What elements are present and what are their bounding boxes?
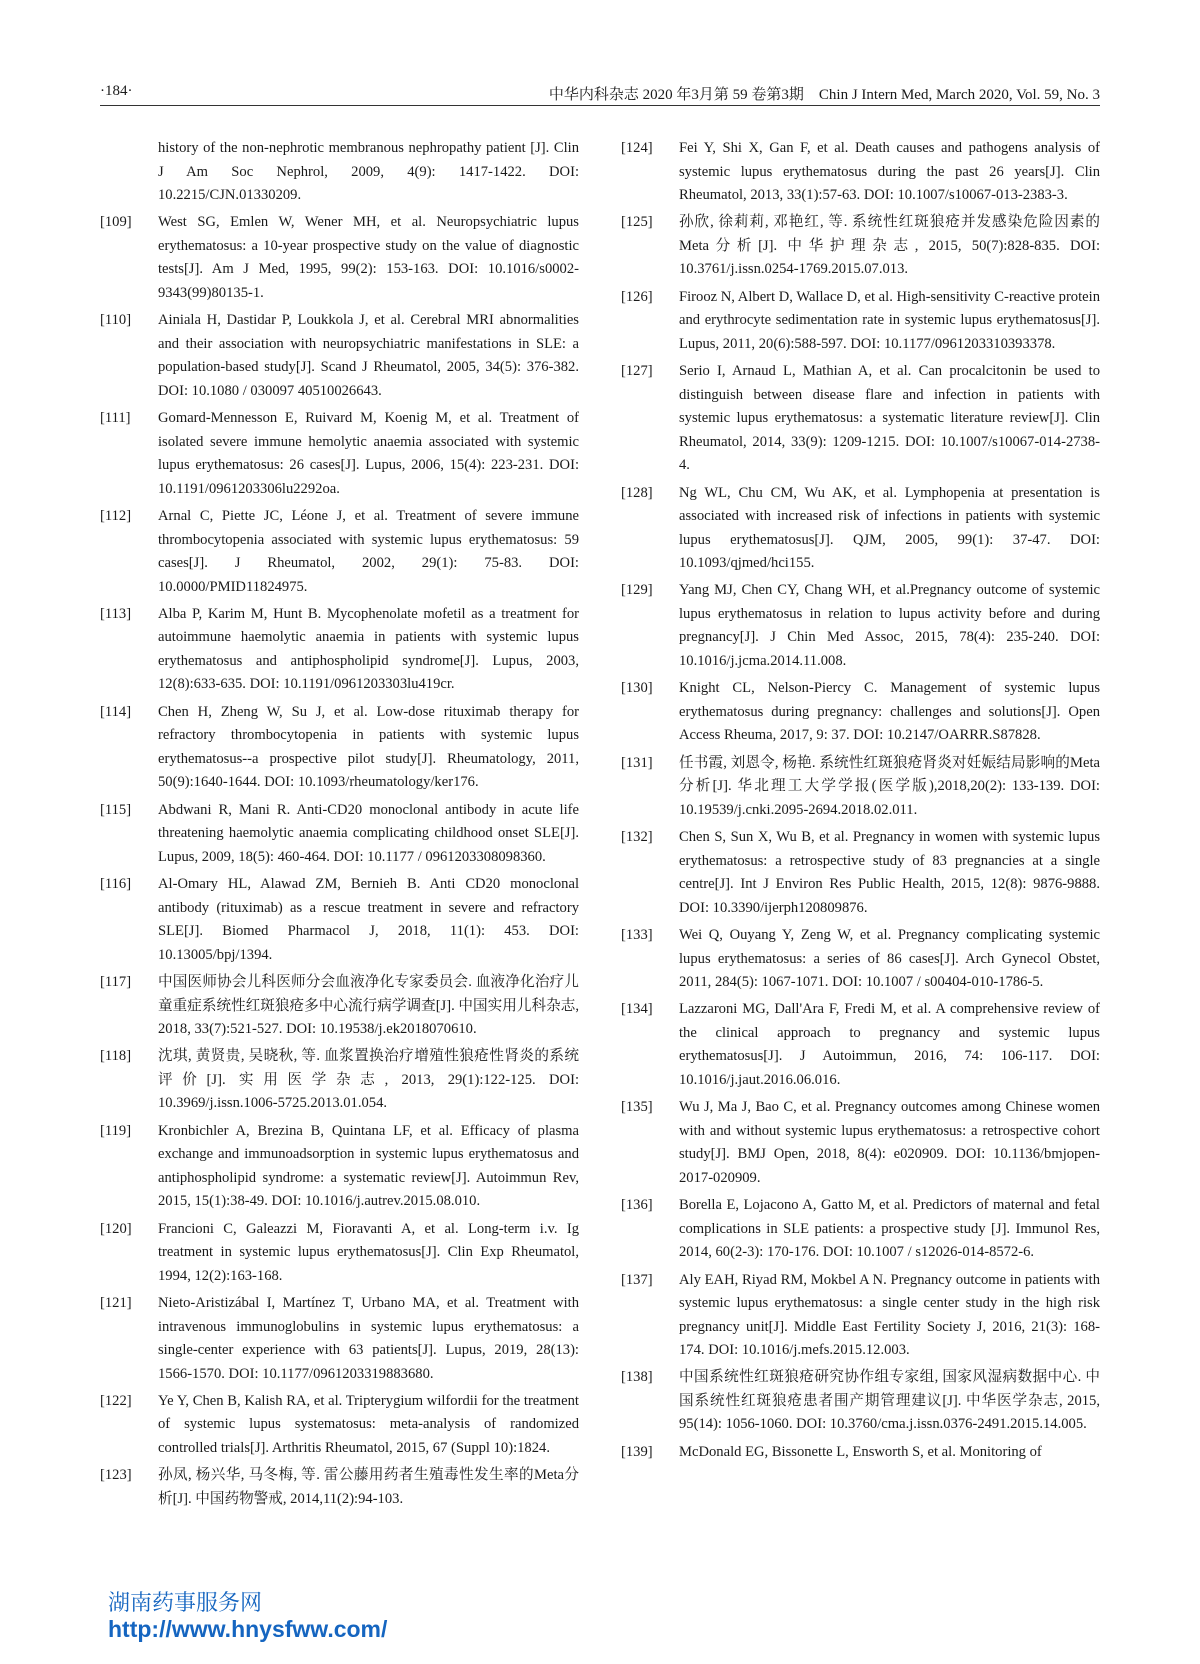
reference-text: 孙凤, 杨兴华, 马冬梅, 等. 雷公藤用药者生殖毒性发生率的Meta分析[J]. 中国药物警戒, 2014,11(2):94-103. [158, 1467, 579, 1507]
reference-text: Alba P, Karim M, Hunt B. Mycophenolate mofetil as a treatment for autoimmune haemolytic anaemia in patients with systemic lupus erythematosus and antiphospholipid syndrome[J]. Lupus, 2003, 12(8):633-635. DOI: 10.1191/0961203303lu419cr. [158, 605, 579, 693]
reference-item [621, 826, 1100, 920]
reference-number: [112] [100, 508, 132, 525]
reference-text: McDonald EG, Bissonette L, Ensworth S, et al. Monitoring of [679, 1443, 1042, 1460]
reference-number: [125] [621, 214, 653, 231]
journal-header: 中华内科杂志 2020 年3月第 59 卷第3期 Chin J Intern Med, March 2020, Vol. 59, No. 3 [548, 87, 1100, 103]
reference-item [100, 211, 579, 305]
right-reference-column [621, 137, 1100, 1468]
reference-item [621, 579, 1100, 673]
reference-item [100, 1218, 579, 1289]
reference-number: [124] [621, 140, 653, 156]
reference-number: [135] [621, 1099, 653, 1116]
reference-item [100, 1390, 579, 1461]
reference-item [100, 137, 579, 208]
reference-text: Ng WL, Chu CM, Wu AK, et al. Lymphopenia at presentation is associated with increased risk of infections in patients with systemic lupus erythematosus[J]. QJM, 2005, 99(1): 37-47. DOI: 10.1093/qjmed/hci155. [679, 484, 1100, 572]
reference-text: West SG, Emlen W, Wener MH, et al. Neuropsychiatric lupus erythematosus: a 10-year prospective study on the value of diagnostic tests[J]. Am J Med, 1995, 99(2): 153-163. DOI: 10.1016/s0002-9343(99)80135-1. [158, 214, 579, 301]
reference-text: Ainiala H, Dastidar P, Loukkola J, et al. Cerebral MRI abnormalities and their association with neuropsychiatric manifestations in SLE: a population-based study[J]. Scand J Rheumatol, 2005, 34(5): 376-382. DOI: 10.1080 / 030097 40510026643. [158, 312, 579, 399]
reference-number: [136] [621, 1197, 653, 1214]
reference-text: Chen H, Zheng W, Su J, et al. Low-dose rituximab therapy for refractory thrombocytopenia in patients with systemic lupus erythematosus--a prospective pilot study[J]. Rheumatology, 2011, 50(9):1640-1644. DOI: 10.1093/rheumatology/ker176. [158, 703, 579, 791]
reference-number: [115] [100, 801, 132, 818]
reference-number: [137] [621, 1271, 653, 1288]
reference-item [100, 1292, 579, 1386]
reference-text: 孙欣, 徐莉莉, 邓艳红, 等. 系统性红斑狼疮并发感染危险因素的Meta分析[J]. 中华护理杂志, 2015, 50(7):828-835. DOI: 10.3761/j.issn.0254-1769.2015.07.013. [679, 214, 1100, 278]
reference-text: Chen S, Sun X, Wu B, et al. Pregnancy in women with systemic lupus erythematosus: a retrospective study of 83 pregnancies at a single centre[J]. Int J Environ Res Public Health, 2015, 12(8): 9876-9888. DOI: 10.3390/ijerph120809876. [679, 829, 1100, 916]
reference-number: [131] [621, 754, 653, 771]
reference-number: [119] [100, 1122, 132, 1139]
reference-text: Al-Omary HL, Alawad ZM, Bernieh B. Anti CD20 monoclonal antibody (rituximab) as a rescue treatment in severe and refractory SLE[J]. Biomed Pharmacol J, 2018, 11(1): 453. DOI: 10.13005/bpj/1394. [158, 876, 579, 963]
reference-item [621, 998, 1100, 1092]
reference-item [621, 924, 1100, 995]
reference-text: Lazzaroni MG, Dall'Ara F, Fredi M, et al. A comprehensive review of the clinical approach to pregnancy and systemic lupus erythematosus[J]. J Autoimmun, 2016, 74: 106-117. DOI: 10.1016/j.jaut.2016.06.016. [679, 1001, 1100, 1088]
reference-text: Serio I, Arnaud L, Mathian A, et al. Can procalcitonin be used to distinguish between disease flare and infection in patients with systemic lupus erythematosus: a systematic literature review[J]. Clin Rheumatol, 2014, 33(9): 1209-1215. DOI: 10.1007/s10067-014-2738-4. [679, 363, 1100, 474]
reference-number: [121] [100, 1295, 132, 1312]
reference-text: Nieto-Aristizábal I, Martínez T, Urbano MA, et al. Treatment with intravenous immunoglobulins in systemic lupus erythematosus: a single-center experience with 63 patients[J]. Lupus, 2019, 28(13): 1566-1570. DOI: 10.1177/0961203319883680. [158, 1295, 579, 1382]
watermark-site-name: 湖南药事服务网 [108, 1591, 263, 1616]
reference-number: [123] [100, 1467, 132, 1484]
reference-text: Wu J, Ma J, Bao C, et al. Pregnancy outcomes among Chinese women with and without systemic lupus erythematosus: a retrospective cohort study[J]. BMJ Open, 2018, 8(4): e020909. DOI: 10.1136/bmjopen-2017-020909. [679, 1099, 1100, 1186]
reference-text: Firooz N, Albert D, Wallace D, et al. High-sensitivity C-reactive protein and erythrocyte sedimentation rate in systemic lupus erythematosus[J]. Lupus, 2011, 20(6):588-597. DOI: 10.1177/0961203310393378. [679, 288, 1100, 352]
reference-item [621, 360, 1100, 478]
reference-text: Ye Y, Chen B, Kalish RA, et al. Tripterygium wilfordii for the treatment of systemic lupus systematosus: meta-analysis of randomized controlled trials[J]. Arthritis Rheumatol, 2015, 67 (Suppl 10):1824. [158, 1392, 579, 1456]
reference-item [100, 407, 579, 501]
reference-number: [120] [100, 1220, 132, 1237]
reference-number: [113] [100, 605, 132, 622]
reference-text: Francioni C, Galeazzi M, Fioravanti A, et al. Long-term i.v. Ig treatment in systemic lupus erythematosus[J]. Clin Exp Rheumatol, 1994, 12(2):163-168. [158, 1220, 579, 1284]
reference-text: 中国系统性红斑狼疮研究协作组专家组, 国家风湿病数据中心. 中国系统性红斑狼疮患者围产期管理建议[J]. 中华医学杂志, 2015, 95(14): 1056-1060. DOI: 10.3760/cma.j.issn.0376-2491.2015.14.005. [679, 1369, 1100, 1433]
reference-number: [133] [621, 927, 653, 944]
reference-item [621, 677, 1100, 748]
reference-text: Gomard-Mennesson E, Ruivard M, Koenig M, et al. Treatment of isolated severe immune hemolytic anaemia associated with systemic lupus erythematosus: 26 cases[J]. Lupus, 2006, 15(4): 223-231. DOI: 10.1191/0961203306lu2292oa. [158, 410, 579, 497]
reference-text: Aly EAH, Riyad RM, Mokbel A N. Pregnancy outcome in patients with systemic lupus erythematosus: a single center study in the high risk pregnancy unit[J]. Middle East Fertility Society J, 2016, 21(3): 168-174. DOI: 10.1016/j.mefs.2015.12.003. [679, 1271, 1100, 1359]
reference-number: [132] [621, 829, 653, 846]
reference-text: Abdwani R, Mani R. Anti-CD20 monoclonal antibody in acute life threatening haemolytic anaemia complicating childhood onset SLE[J]. Lupus, 2009, 18(5): 460-464. DOI: 10.1177 / 0961203308098360. [158, 801, 579, 865]
reference-number: [130] [621, 680, 653, 697]
reference-item [100, 799, 579, 870]
reference-text: Kronbichler A, Brezina B, Quintana LF, et al. Efficacy of plasma exchange and immunoadsorption in systemic lupus erythematosus and antiphospholipid syndrome: a systematic review[J]. Autoimmun Rev, 2015, 15(1):38-49. DOI: 10.1016/j.autrev.2015.08.010. [158, 1122, 579, 1210]
reference-text: 中国医师协会儿科医师分会血液净化专家委员会. 血液净化治疗儿童重症系统性红斑狼疮多中心流行病学调查[J]. 中国实用儿科杂志, 2018, 33(7):521-527. DOI: 10.19538/j.ek2018070610. [158, 974, 579, 1038]
reference-number: [111] [100, 410, 131, 427]
watermark-url[interactable]: http://www.hnysfww.com/ [108, 1616, 388, 1642]
left-reference-column [100, 137, 579, 1515]
reference-number: [117] [100, 974, 132, 991]
reference-number: [127] [621, 363, 653, 380]
reference-item [100, 1120, 579, 1214]
reference-text: Arnal C, Piette JC, Léone J, et al. Treatment of severe immune thrombocytopenia associated with systemic lupus erythematosus: 59 cases[J]. J Rheumatol, 2002, 29(1): 75-83. DOI: 10.0000/PMID11824975. [158, 508, 579, 595]
reference-text: Knight CL, Nelson-Piercy C. Management of systemic lupus erythematosus during pregnancy: challenges and solutions[J]. Open Access Rheuma, 2017, 9: 37. DOI: 10.2147/OARRR.S87828. [679, 680, 1100, 744]
reference-text: 沈琪, 黄贤贵, 吴晓秋, 等. 血浆置换治疗增殖性狼疮性肾炎的系统评价[J]. 实用医学杂志, 2013, 29(1):122-125. DOI: 10.3969/j.issn.1006-5725.2013.01.054. [158, 1048, 579, 1112]
reference-number: [116] [100, 876, 132, 893]
page-number: ·184· [100, 83, 133, 99]
reference-number: [139] [621, 1443, 653, 1460]
reference-item [621, 211, 1100, 282]
reference-item [100, 701, 579, 795]
reference-item [621, 482, 1100, 576]
reference-number: [129] [621, 582, 653, 599]
reference-item [100, 1045, 579, 1116]
reference-number: [114] [100, 703, 132, 720]
reference-item [621, 1096, 1100, 1190]
reference-number: [138] [621, 1369, 653, 1386]
reference-item [621, 1194, 1100, 1265]
reference-item [100, 309, 579, 403]
reference-item [621, 1441, 1100, 1465]
reference-item [621, 752, 1100, 823]
reference-number: [134] [621, 1001, 653, 1018]
header-divider [100, 105, 1100, 106]
reference-number: [122] [100, 1392, 132, 1409]
reference-number: [110] [100, 312, 132, 329]
reference-item [100, 873, 579, 967]
reference-text: history of the non-nephrotic membranous nephropathy patient [J]. Clin J Am Soc Nephrol, 2009, 4(9): 1417-1422. DOI: 10.2215/CJN.01330209. [158, 140, 579, 203]
reference-number: [109] [100, 214, 132, 231]
reference-text: Borella E, Lojacono A, Gatto M, et al. Predictors of maternal and fetal complications in SLE patients: a prospective study [J]. Immunol Res, 2014, 60(2-3): 170-176. DOI: 10.1007 / s12026-014-8572-6. [679, 1197, 1100, 1261]
reference-text: 任书霞, 刘恩令, 杨艳. 系统性红斑狼疮肾炎对妊娠结局影响的Meta分析[J]. 华北理工大学学报(医学版),2018,20(2): 133-139. DOI: 10.19539/j.cnki.2095-2694.2018.02.011. [679, 754, 1100, 818]
reference-number: [118] [100, 1048, 132, 1065]
reference-number: [128] [621, 484, 653, 501]
reference-number: [126] [621, 288, 653, 305]
reference-item [100, 971, 579, 1042]
reference-item [100, 1464, 579, 1511]
reference-text: Fei Y, Shi X, Gan F, et al. Death causes and pathogens analysis of systemic lupus erythematosus during the past 26 years[J]. Clin Rheumatol, 2013, 33(1):57-63. DOI: 10.1007/s10067-013-2383-3. [679, 140, 1100, 203]
reference-item [100, 603, 579, 697]
reference-item [621, 1366, 1100, 1437]
reference-item [621, 137, 1100, 208]
reference-text: Yang MJ, Chen CY, Chang WH, et al.Pregnancy outcome of systemic lupus erythematosus in relation to lupus activity before and during pregnancy[J]. J Chin Med Assoc, 2015, 78(4): 235-240. DOI: 10.1016/j.jcma.2014.11.008. [679, 582, 1100, 669]
reference-item [100, 505, 579, 599]
reference-item [621, 286, 1100, 357]
reference-text: Wei Q, Ouyang Y, Zeng W, et al. Pregnancy complicating systemic lupus erythematosus: a series of 86 cases[J]. Arch Gynecol Obstet, 2011, 284(5): 1067-1071. DOI: 10.1007 / s00404-010-1786-5. [679, 927, 1100, 991]
reference-item [621, 1269, 1100, 1363]
